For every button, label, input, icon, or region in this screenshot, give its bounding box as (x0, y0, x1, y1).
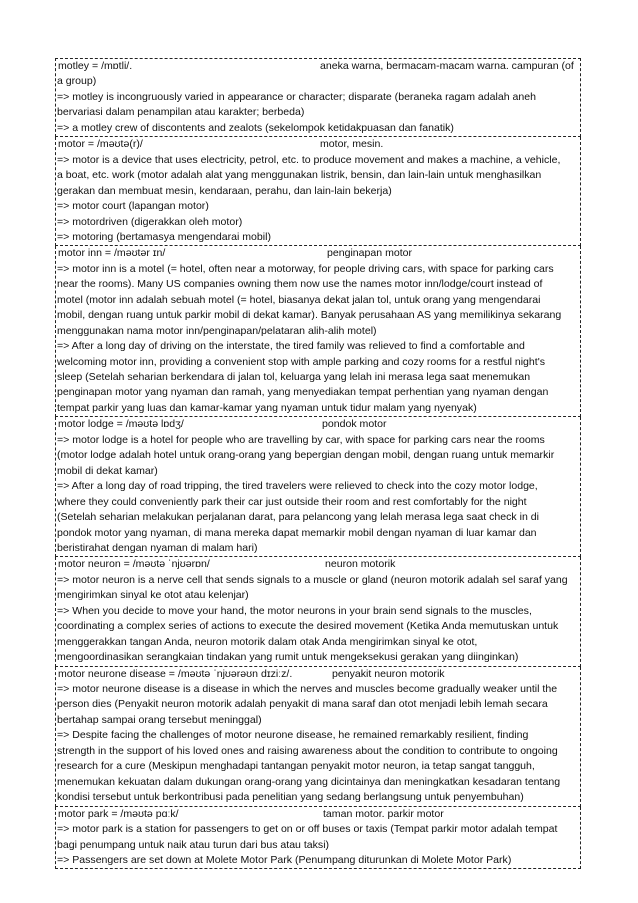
dictionary-entry (55, 557, 581, 666)
entry-text-line: menggerakkan tangan Anda, neuron motorik dalam otak Anda mengirimkan sinyal ke otot, (57, 635, 478, 648)
entry-text-line: => motor neurone disease is a disease in which the nerves and muscles become gradually weaker until the (57, 683, 558, 696)
entry-translation: penyakit neuron motorik (332, 667, 445, 680)
entry-text-line: bertahap sampai orang tersebut meninggal) (57, 713, 262, 726)
entry-text-line: penginapan motor yang nyaman dan ramah, yang menyediakan tempat perhentian yang nyaman dengan (57, 386, 549, 399)
entry-text-line: sleep (Setelah seharian berkendara di jalan tol, keluarga yang lelah ini merasa lega saat menemukan (57, 371, 531, 384)
entry-text-line: kondisi tersebut untuk berkontribusi pada penelitian yang sedang berlangsung untuk penyembuhan) (57, 791, 524, 804)
entry-text-line: mobil di dekat kamar) (57, 464, 158, 477)
entry-translation: motor, mesin. (320, 138, 384, 151)
entry-text-line: => motoring (bertamasya mengendarai mobil) (57, 230, 271, 243)
entry-text-line: research for a cure (Meskipun menghadapi tantangan penyakit motor neuron, ia tetap sangat tangguh, (57, 760, 535, 773)
dictionary-entry (55, 58, 581, 137)
entry-headword-line (57, 807, 579, 822)
entry-translation: taman motor. parkir motor (323, 807, 444, 820)
dictionary-entry (55, 417, 581, 557)
entry-text-line: motel (motor inn adalah sebuah motel (= hotel, biasanya dekat jalan tol, untuk orang yang mengendarai (57, 293, 541, 306)
entry-text-line: => motley is incongruously varied in appearance or character; disparate (beraneka ragam adalah aneh (57, 90, 536, 103)
entry-text-line: (motor lodge adalah hotel untuk orang-orang yang bepergian dengan mobil, dengan ruang untuk memarkir (57, 449, 555, 462)
entry-text-line: mobil, dengan ruang untuk parkir mobil di dekat kamar). Banyak perusahaan AS yang memilikinya sekarang (57, 309, 562, 322)
dictionary-entry (55, 807, 581, 870)
entry-text-line: => motor inn is a motel (= hotel, often near a motorway, for people driving cars, with space for parking cars (57, 262, 554, 275)
entry-text-line: => motordriven (digerakkan oleh motor) (57, 215, 243, 228)
entry-text-line: strength in the support of his loved ones and raising awareness about the condition to contribute to ongoing (57, 744, 558, 757)
entry-headword: motley = /mɒtli/. (58, 60, 133, 72)
entry-headword-line (57, 667, 579, 682)
entry-translation: aneka warna, bermacam-macam warna. campuran (of (320, 60, 574, 72)
entry-text-line: => Passengers are set down at Molete Motor Park (Penumpang diturunkan di Molete Motor Park) (57, 854, 512, 866)
dictionary-entry (55, 667, 581, 807)
entry-text-line: mengoordinasikan serangkaian tindakan yang rumit untuk mengeksekusi gerakan yang diinginkan) (57, 651, 519, 664)
entry-text-line: => Despite facing the challenges of motor neurone disease, he remained remarkably resilient, finding (57, 729, 529, 742)
entry-text-line: coordinating a complex series of actions to execute the desired movement (Ketika Anda memutuskan untuk (57, 620, 559, 633)
entry-text-line: (Setelah seharian melakukan perjalanan darat, para pelancong yang lelah merasa lega saat check in di (57, 511, 539, 524)
entry-text-line: near the rooms). Many US companies owning them now use the names motor inn/lodge/court instead of (57, 278, 543, 291)
entry-translation: penginapan motor (327, 247, 413, 260)
entry-headword-line (57, 137, 579, 152)
entry-text-line: menemukan kekuatan dalam dukungan orang-orang yang dicintainya dan meningkatkan kesadaran tentang (57, 775, 561, 788)
dictionary-entry (55, 137, 581, 246)
entry-text-line: beristirahat dengan nyaman di malam hari) (57, 541, 258, 554)
dictionary-document (55, 58, 581, 869)
entry-text-line: => When you decide to move your hand, the motor neurons in your brain send signals to the muscles, (57, 604, 532, 617)
entry-text-line: welcoming motor inn, providing a convenient stop with ample parking and cozy rooms for a restful night's (57, 355, 545, 368)
entry-text-line: => motor park is a station for passengers to get on or off buses or taxis (Tempat parkir motor adalah tempat (57, 823, 558, 836)
entry-headword-line (57, 557, 579, 572)
entry-text-line: => a motley crew of discontents and zealots (sekelompok ketidakpuasan dan fanatik) (57, 121, 454, 134)
entry-text-line: where they could conveniently park their car just outside their room and rest comfortably for the night (57, 495, 527, 508)
entry-text-line: person dies (Penyakit neuron motorik adalah penyakit di mana saraf dan otot menjadi lebih lemah secara (57, 698, 548, 711)
entry-text-line: mengirimkan sinyal ke otot atau kelenjar) (57, 589, 249, 602)
dictionary-entry (55, 246, 581, 417)
entry-text-line: a boat, etc. work (motor adalah alat yang menggunakan listrik, bensin, dan lain-lain untuk menghasilkan (57, 169, 542, 182)
entry-text-line: => After a long day of driving on the interstate, the tired family was relieved to find a comfortable and (57, 340, 525, 353)
entry-headword: motor lodge = /məʊtə lɒdʒ/ (58, 418, 184, 431)
entry-text-line: => motor neuron is a nerve cell that sends signals to a muscle or gland (neuron motorik adalah sel saraf yang (57, 573, 568, 586)
entry-headword-line (57, 246, 579, 261)
entry-headword: motor = /məʊtə(r)/ (58, 138, 143, 151)
entry-translation: neuron motorik (325, 558, 396, 571)
entry-text-line: menggunakan nama motor inn/penginapan/pelataran alih-alih motel) (57, 324, 377, 337)
entry-text-line: bagi penumpang untuk naik atau turun dari bus atau taksi) (57, 838, 330, 851)
entry-text-line: => After a long day of road tripping, the tired travelers were relieved to check into the cozy motor lodge, (57, 480, 538, 493)
entry-text-line: => motor court (lapangan motor) (57, 200, 209, 213)
entry-text-line: tempat parkir yang luas dan kamar-kamar yang nyaman untuk tidur malam yang nyenyak) (57, 401, 477, 414)
entry-text-line: gerakan dan membuat mesin, kendaraan, perahu, dan lain-lain bekerja) (57, 184, 392, 197)
entry-text-line: a group) (57, 75, 97, 88)
entry-headword: motor park = /məʊtə pɑːk/ (58, 807, 179, 820)
entry-headword-line (57, 59, 579, 74)
entry-headword: motor neurone disease = /məʊtə ˈnjʊərəʊn dɪziːz/. (58, 667, 293, 680)
entry-headword: motor neuron = /məʊtə ˈnjʊərɒn/ (58, 558, 210, 571)
entry-translation: pondok motor (322, 418, 387, 431)
entry-headword-line (57, 417, 579, 432)
entry-text-line: => motor lodge is a hotel for people who are travelling by car, with space for parking cars near the rooms (57, 433, 545, 446)
entry-text-line: pondok motor yang nyaman, di mana mereka dapat memarkir mobil dengan nyaman di luar kamar dan (57, 526, 537, 539)
entry-headword: motor inn = /məʊtər ɪn/ (58, 247, 166, 260)
entry-text-line: bervariasi dalam penampilan atau karakter; berbeda) (57, 106, 305, 119)
entry-text-line: => motor is a device that uses electricity, petrol, etc. to produce movement and makes a machine, a vehicle, (57, 153, 561, 166)
